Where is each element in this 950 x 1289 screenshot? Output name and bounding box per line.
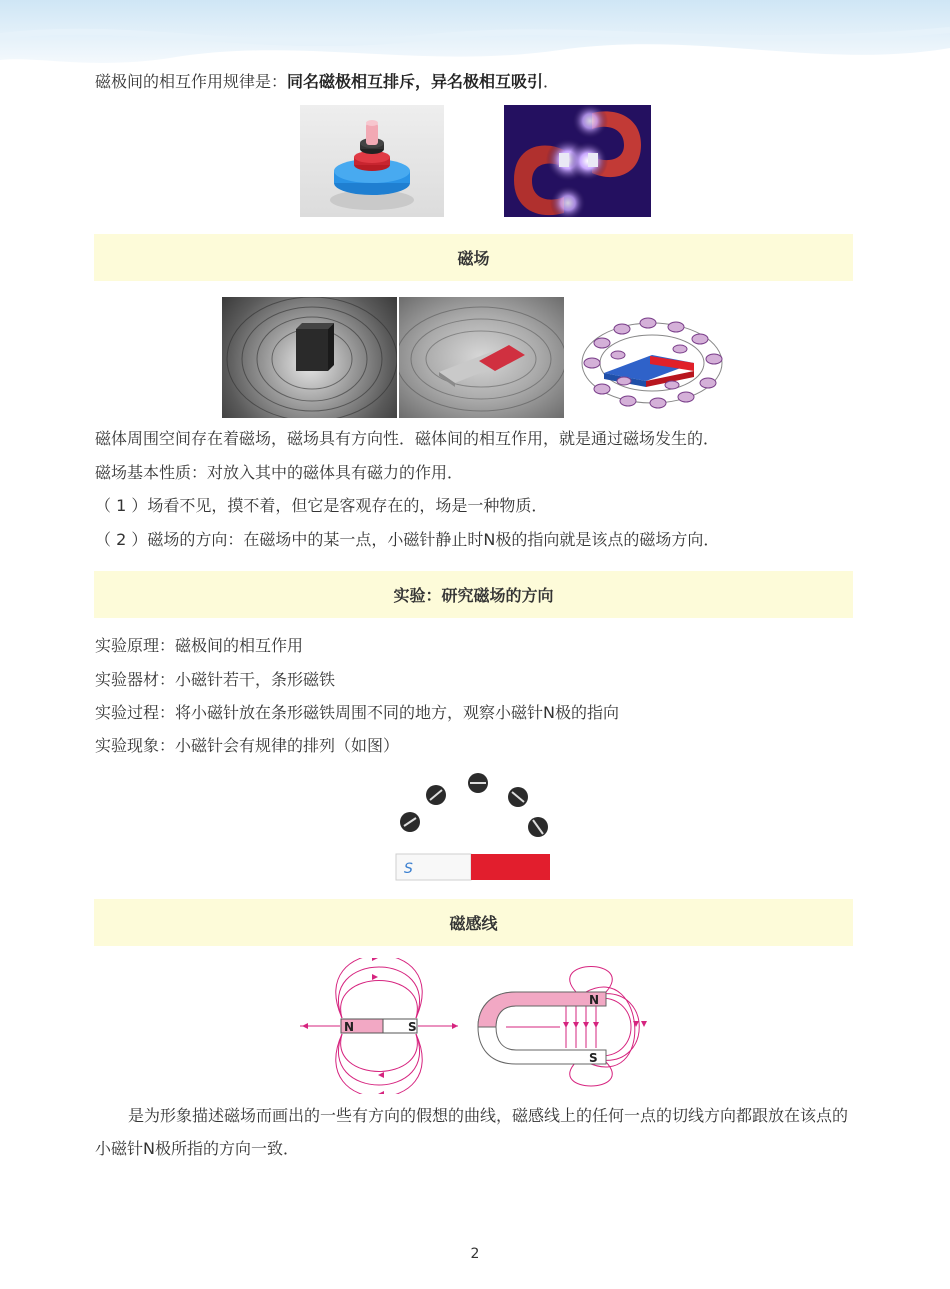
bar-magnet-s-label: S (404, 861, 413, 877)
section-band-experiment (94, 571, 853, 618)
iron-filings-bar-magnet-photo (399, 297, 564, 418)
horseshoe-magnets-photo (504, 105, 651, 217)
bar-s-label: S (408, 1020, 417, 1034)
horseshoe-magnet-field-lines-diagram (476, 958, 656, 1094)
section-title-magnetic-field: 磁场 (457, 249, 490, 268)
field-line-3: （ 1 ）场看不见，摸不着，但它是客观存在的，场是一种物质． (95, 496, 548, 515)
compass-bar-magnet-figure (390, 770, 560, 885)
intro-prefix: 磁极间的相互作用规律是： (95, 72, 288, 91)
section-band-magnetic-field (94, 234, 853, 281)
small-compass-icons (400, 773, 548, 837)
intro-rule-bold: 同名磁极相互排斥，异名极相互吸引 (287, 72, 544, 91)
page-number: 2 (470, 1246, 480, 1262)
intro-line (95, 71, 559, 93)
field-line-2: 磁场基本性质：对放入其中的磁体具有磁力的作用． (95, 463, 464, 482)
bar-magnet-field-lines-diagram (298, 958, 460, 1094)
experiment-line-2: 实验器材：小磁针若干，条形磁铁 (95, 670, 336, 689)
header-wave-decoration (0, 0, 950, 70)
compass-ring-diagram (572, 315, 732, 415)
experiment-line-1: 实验原理：磁极间的相互作用 (95, 636, 304, 655)
field-line-4: （ 2 ）磁场的方向：在磁场中的某一点，小磁针静止时N极的指向就是该点的磁场方向． (95, 530, 720, 549)
section-title-experiment: 实验：研究磁场的方向 (393, 586, 554, 605)
ring-magnet-photo (300, 105, 444, 217)
bar-n-label: N (344, 1020, 355, 1034)
experiment-line-3: 实验过程：将小磁针放在条形磁铁周围不同的地方，观察小磁针N极的指向 (95, 703, 619, 722)
field-line-1: 磁体周围空间存在着磁场，磁场具有方向性．磁体间的相互作用，就是通过磁场发生的． (95, 429, 720, 448)
section-title-field-lines: 磁感线 (449, 914, 498, 933)
section-band-field-lines (94, 899, 853, 946)
experiment-line-4: 实验现象：小磁针会有规律的排列（如图） (95, 736, 400, 755)
field-lines-definition: 是为形象描述磁场而画出的一些有方向的假想的曲线，磁感线上的任何一点的切线方向都跟放在该点的小磁针N极所指的方向一致． (95, 1106, 849, 1158)
horseshoe-s-label: S (589, 1051, 598, 1065)
intro-suffix: ． (543, 72, 560, 91)
horseshoe-n-label: N (589, 993, 600, 1007)
iron-filings-block-photo (222, 297, 397, 418)
